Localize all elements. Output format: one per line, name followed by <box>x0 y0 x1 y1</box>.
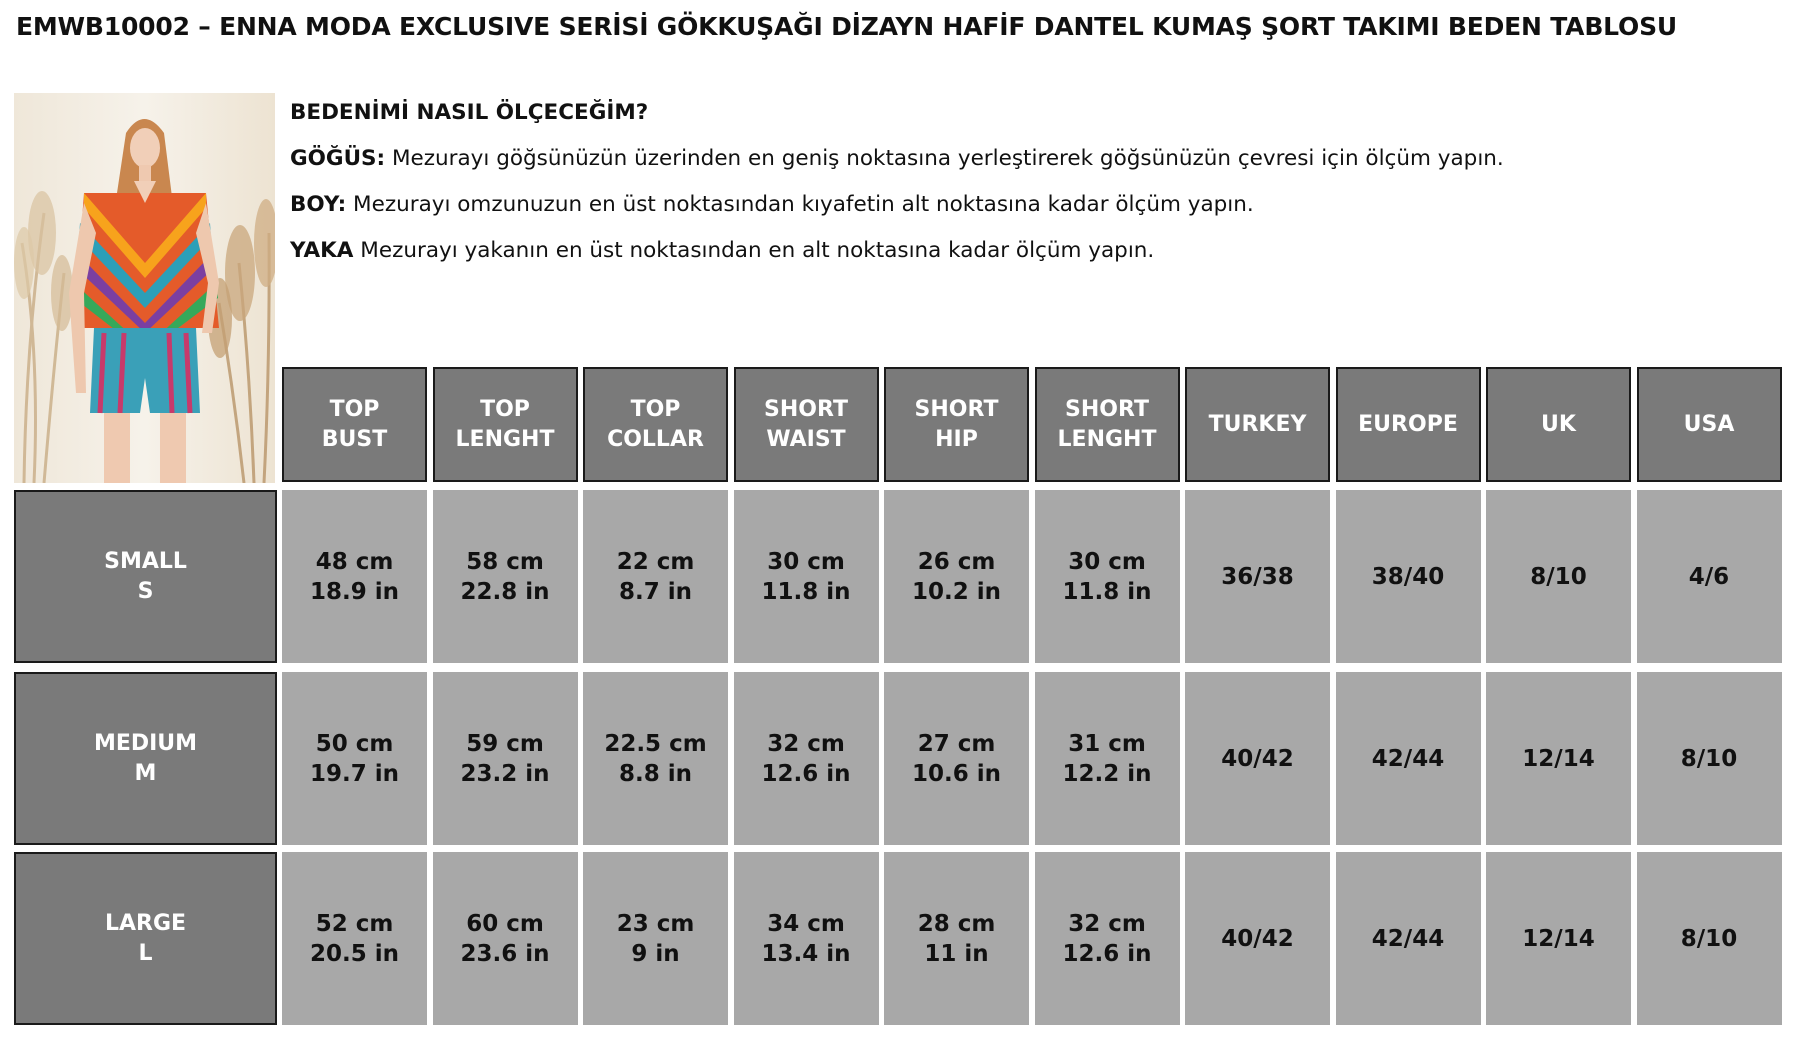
cell-line-1: 58 cm <box>466 548 544 575</box>
cell-line-1: 31 cm <box>1068 730 1146 757</box>
cell-line-2: LENGHT <box>455 426 555 452</box>
row-header-l <box>14 852 277 1025</box>
cell-line-2: 13.4 in <box>761 940 851 967</box>
cell-line-2: COLLAR <box>607 426 704 452</box>
instruction-text: Mezurayı göğsünüzün üzerinden en geniş noktasına yerleştirerek göğsünüzün çevresi için ölçüm yapın. <box>385 146 1504 171</box>
cell-line-1: 32 cm <box>1068 910 1146 937</box>
instruction-term: YAKA <box>290 238 354 263</box>
cell-line-1: 12/14 <box>1522 745 1595 772</box>
cell-line-2: BUST <box>321 426 388 452</box>
cell-line-1: TOP <box>630 396 681 422</box>
size-code: M <box>134 760 157 786</box>
instructions-heading: BEDENİMİ NASIL ÖLÇECEĞİM? <box>290 100 649 125</box>
cell-line-2: 10.6 in <box>911 760 1001 787</box>
cell-line-1: 32 cm <box>767 730 845 757</box>
table-cell <box>583 672 728 845</box>
cell-line-1: 52 cm <box>315 910 394 937</box>
cell-line-1: EUROPE <box>1358 411 1458 437</box>
table-cell <box>1035 490 1180 663</box>
column-header <box>433 367 578 482</box>
instruction-term: GÖĞÜS: <box>290 146 386 171</box>
cell-line-1: 60 cm <box>466 910 544 937</box>
column-header <box>1336 367 1481 482</box>
cell-line-2: 10.2 in <box>911 578 1001 605</box>
cell-line-1: 48 cm <box>315 548 394 575</box>
table-cell <box>583 490 728 663</box>
cell-line-1: 42/44 <box>1371 745 1445 772</box>
cell-line-1: 38/40 <box>1371 563 1445 590</box>
size-code: S <box>137 578 154 604</box>
cell-line-1: 40/42 <box>1221 925 1294 952</box>
cell-line-1: 30 cm <box>767 548 845 575</box>
cell-line-1: 26 cm <box>917 548 996 575</box>
cell-line-2: 12.2 in <box>1062 760 1152 787</box>
row-header-s <box>14 490 277 663</box>
cell-line-2: LENGHT <box>1057 426 1157 452</box>
cell-line-1: 59 cm <box>466 730 544 757</box>
row-header-m <box>14 672 277 845</box>
cell-line-1: USA <box>1683 411 1735 437</box>
cell-line-1: TURKEY <box>1208 411 1307 437</box>
cell-line-2: 20.5 in <box>309 940 399 967</box>
column-header <box>1185 367 1330 482</box>
cell-line-1: 36/38 <box>1221 563 1294 590</box>
instruction-collar <box>290 238 1790 263</box>
table-cell <box>1486 852 1631 1025</box>
cell-line-1: 50 cm <box>315 730 394 757</box>
table-cell <box>282 852 427 1025</box>
measurement-instructions <box>290 100 1790 284</box>
cell-line-1: 34 cm <box>767 910 845 937</box>
table-cell <box>583 852 728 1025</box>
table-cell <box>282 490 427 663</box>
table-cell <box>734 490 879 663</box>
cell-line-1: 8/10 <box>1680 745 1738 772</box>
size-code: L <box>138 940 153 966</box>
table-cell <box>1637 490 1782 663</box>
table-cell <box>1336 672 1481 845</box>
cell-line-1: UK <box>1541 411 1576 437</box>
cell-line-1: 22 cm <box>616 548 695 575</box>
cell-line-1: SHORT <box>1065 396 1149 422</box>
cell-line-1: 27 cm <box>917 730 996 757</box>
table-cell <box>1035 672 1180 845</box>
size-name: SMALL <box>104 548 187 574</box>
cell-line-2: 23.6 in <box>460 940 550 967</box>
table-cell <box>282 672 427 845</box>
cell-line-1: 22.5 cm <box>604 730 707 757</box>
column-header <box>1486 367 1631 482</box>
size-name: LARGE <box>104 910 187 936</box>
cell-line-2: WAIST <box>766 426 846 452</box>
cell-line-1: 28 cm <box>917 910 996 937</box>
column-header <box>1637 367 1782 482</box>
cell-line-1: 40/42 <box>1221 745 1294 772</box>
size-name: MEDIUM <box>93 730 198 756</box>
table-cell <box>1486 490 1631 663</box>
table-cell <box>1185 490 1330 663</box>
cell-line-2: 8.8 in <box>618 760 692 787</box>
table-cell <box>1185 852 1330 1025</box>
cell-line-2: 11.8 in <box>761 578 851 605</box>
cell-line-2: 19.7 in <box>309 760 399 787</box>
cell-line-2: 23.2 in <box>460 760 550 787</box>
cell-line-2: 12.6 in <box>1062 940 1152 967</box>
column-header <box>583 367 728 482</box>
table-cell <box>1637 852 1782 1025</box>
column-header <box>884 367 1029 482</box>
cell-line-1: 8/10 <box>1530 563 1587 590</box>
cell-line-2: 22.8 in <box>460 578 550 605</box>
column-header <box>282 367 427 482</box>
instruction-text: Mezurayı yakanın en üst noktasından en alt noktasına kadar ölçüm yapın. <box>353 238 1155 263</box>
model-photo-icon <box>14 93 275 483</box>
cell-line-2: 18.9 in <box>309 578 399 605</box>
cell-line-2: 11 in <box>924 940 989 967</box>
table-cell <box>1035 852 1180 1025</box>
cell-line-1: SHORT <box>914 396 999 422</box>
instruction-text: Mezurayı omzunuzun en üst noktasından kıyafetin alt noktasına kadar ölçüm yapın. <box>346 192 1254 217</box>
cell-line-1: 30 cm <box>1068 548 1146 575</box>
table-cell <box>884 490 1029 663</box>
cell-line-1: TOP <box>329 396 380 422</box>
cell-line-2: 12.6 in <box>761 760 851 787</box>
table-cell <box>1336 852 1481 1025</box>
instruction-term: BOY: <box>290 192 347 217</box>
cell-line-2: 8.7 in <box>618 578 692 605</box>
cell-line-2: HIP <box>935 426 978 452</box>
cell-line-1: 4/6 <box>1688 563 1730 590</box>
page-title: EMWB10002 – ENNA MODA EXCLUSIVE SERİSİ GÖKKUŞAĞI DİZAYN HAFİF DANTEL KUMAŞ ŞORT TAKIMI BEDEN TABLOSU <box>16 12 1677 41</box>
table-cell <box>884 672 1029 845</box>
table-cell <box>433 672 578 845</box>
cell-line-1: 12/14 <box>1522 925 1595 952</box>
cell-line-2: 9 in <box>631 940 680 967</box>
table-cell <box>433 852 578 1025</box>
instruction-length <box>290 192 1790 217</box>
table-cell <box>1336 490 1481 663</box>
table-cell <box>1486 672 1631 845</box>
column-header <box>734 367 879 482</box>
model-photo <box>14 93 275 483</box>
cell-line-1: TOP <box>480 396 530 422</box>
table-cell <box>1637 672 1782 845</box>
cell-line-1: SHORT <box>764 396 848 422</box>
cell-line-1: 8/10 <box>1680 925 1738 952</box>
table-cell <box>734 672 879 845</box>
table-cell <box>433 490 578 663</box>
cell-line-1: 23 cm <box>616 910 695 937</box>
instruction-bust <box>290 146 1790 171</box>
column-header <box>1035 367 1180 482</box>
table-cell <box>734 852 879 1025</box>
cell-line-2: 11.8 in <box>1062 578 1152 605</box>
table-cell <box>1185 672 1330 845</box>
table-cell <box>884 852 1029 1025</box>
cell-line-1: 42/44 <box>1371 925 1445 952</box>
